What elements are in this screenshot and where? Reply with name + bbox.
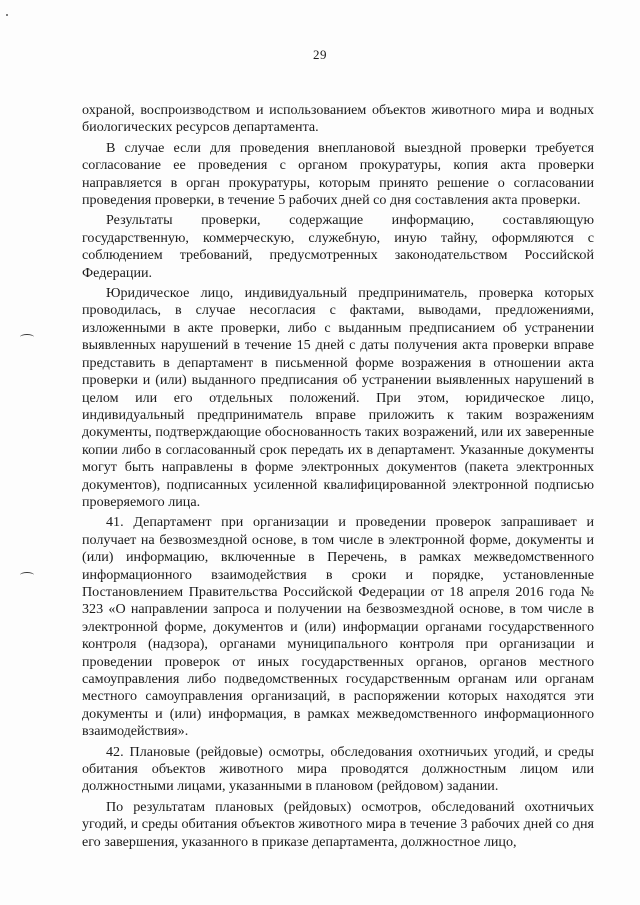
paragraph-results-raids: По результатам плановых (рейдовых) осмотров, обследований охотничьих угодий, и среды обитания объектов животного мира в течение 3 рабочих дней со дня его завершения, указанного в приказе департамента, должностное лицо, (82, 798, 594, 850)
paragraph-41: 41. Департамент при организации и проведении проверок запрашивает и получает на безвозмездной основе, в том числе в электронной форме, документы и (или) информацию, включенные в Перечень, в рамках межведомственного информационного взаимодействия в сроки и порядке, установленные Постановлением Правительства Российской Федерации от 18 апреля 2016 года № 323 «О направлении запроса и получении на безвозмездной основе, в том числе в электронной форме, документов и (или) информации органами государственного контроля (надзора), органами муниципального контроля при организации и проведении проверок от иных государственных органов, органов местного самоуправления либо подведомственных государственным органам или органам местного самоуправления организаций, в распоряжении которых находятся эти документы и (или) информация, в рамках межведомственного информационного взаимодействия». (82, 514, 594, 740)
margin-mark (20, 334, 34, 340)
paragraph-prosecutor-approval: В случае если для проведения внеплановой выездной проверки требуется согласование ее проведения с органом прокуратуры, копия акта проверки направляется в орган прокуратуры, которым принято решение о согласовании проведения проверки, в течение 5 рабочих дней со дня составления акта проверки. (82, 139, 594, 209)
paragraph-42: 42. Плановые (рейдовые) осмотры, обследования охотничьих угодий, и среды обитания объектов животного мира проводятся должностным лицом или должностными лицами, указанными в плановом (рейдовом) задании. (82, 743, 594, 795)
scan-speck (6, 14, 8, 16)
document-text (82, 102, 594, 851)
paragraph-secret-results: Результаты проверки, содержащие информацию, составляющую государственную, коммерческую, служебную, иную тайну, оформляются с соблюдением требований, предусмотренных законодательством Российской Федерации. (82, 212, 594, 281)
paragraph-continuation: охраной, воспроизводством и использованием объектов животного мира и водных биологических ресурсов департамента. (82, 102, 594, 136)
margin-mark (20, 572, 34, 578)
paragraph-objections: Юридическое лицо, индивидуальный предприниматель, проверка которых проводилась, в случае несогласия с фактами, выводами, предложениями, изложенными в акте проверки, либо с выданным предписанием об устранении выявленных нарушений в течение 15 дней с даты получения акта проверки вправе представить в департамент в письменной форме возражения в отношении акта проверки и (или) выданного предписания об устранении выявленных нарушений в целом или его отдельных положений. При этом, юридическое лицо, индивидуальный предприниматель вправе приложить к таким возражениям документы, подтверждающие обоснованность таких возражений, или их заверенные копии либо в согласованный срок передать их в департамент. Указанные документы могут быть направлены в форме электронных документов (пакета электронных документов), подписанных усиленной квалифицированной электронной подписью проверяемого лица. (82, 285, 594, 510)
page-number: 29 (313, 47, 327, 62)
